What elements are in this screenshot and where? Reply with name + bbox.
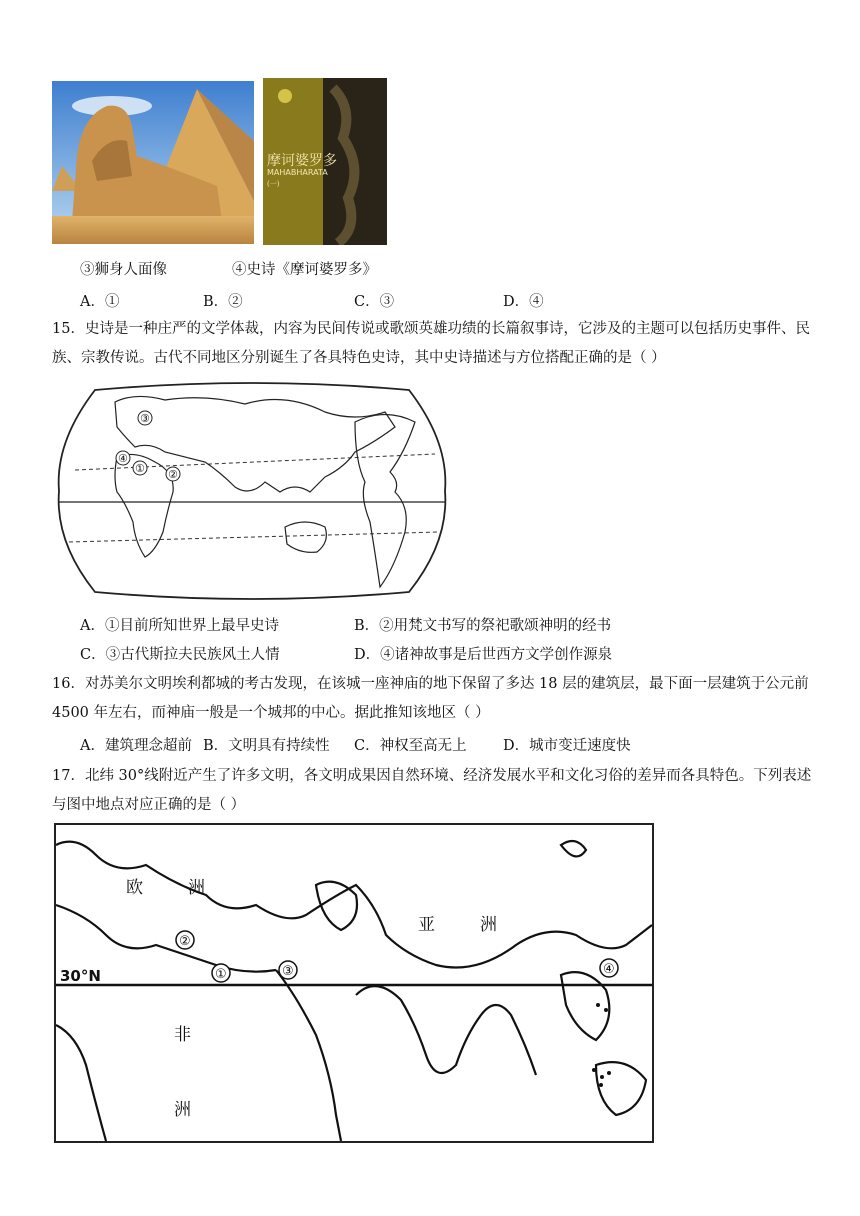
world-map [55,382,449,600]
option-b[interactable]: B．② [203,294,243,310]
option-a[interactable]: A．①目前所知世界上最早史诗 [80,618,279,634]
option-c[interactable]: C．③古代斯拉夫民族风土人情 [80,647,280,663]
option-d[interactable]: D．④诸神故事是后世西方文学创作源泉 [354,647,613,663]
option-d[interactable]: D．④ [503,294,544,310]
mahabharata-book-cover [263,78,387,245]
map1-marker-1: ① [135,462,145,475]
option-c[interactable]: C．③ [354,294,395,310]
latitude-30-map [54,823,654,1143]
option-a[interactable]: A．① [80,294,120,310]
map2-marker-2: ② [179,934,191,949]
option-a[interactable]: A．建筑理念超前 [80,738,192,754]
option-c[interactable]: C．神权至高无上 [354,738,467,754]
map1-marker-2: ② [168,468,178,481]
label-europe-2: 洲 [188,878,205,898]
map2-marker-3: ③ [282,964,294,979]
book-volume: (一) [267,180,280,188]
option-b[interactable]: B．②用梵文书写的祭祀歌颂神明的经书 [354,618,612,634]
lat-30n-label: 30°N [60,967,101,985]
sphinx-photo [52,81,254,244]
map1-marker-4: ④ [118,452,128,465]
map2-marker-1: ① [215,967,227,982]
label-africa-1: 非 [174,1025,191,1045]
book-subtitle: MAHABHARATA [267,168,328,177]
q16-stem: 16．对苏美尔文明埃利都城的考古发现，在该城一座神庙的地下保留了多达 18 层的建筑层，最下面一层建筑于公元前 4500 年左右，而神庙一般是一个城邦的中心。据此推知该地区（ ） [52,676,809,721]
option-d[interactable]: D．城市变迁速度快 [503,738,631,754]
caption-sphinx: ③狮身人面像 [80,262,167,278]
label-africa-2: 洲 [174,1100,191,1120]
label-europe-1: 欧 [126,878,143,898]
map1-marker-3: ③ [140,412,150,425]
map2-marker-4: ④ [603,962,615,977]
q15-stem: 15．史诗是一种庄严的文学体裁，内容为民间传说或歌颂英雄功绩的长篇叙事诗，它涉及的主题可以包括历史事件、民族、宗教传说。古代不同地区分别诞生了各具特色史诗，其中史诗描述与方位搭配正确的是（ ） [52,321,810,366]
option-b[interactable]: B．文明具有持续性 [203,738,330,754]
caption-mahabharata: ④史诗《摩诃婆罗多》 [232,262,377,278]
label-asia-2: 洲 [480,915,497,935]
label-asia-1: 亚 [418,915,435,935]
q17-stem: 17．北纬 30°线附近产生了许多文明，各文明成果因自然环境、经济发展水平和文化习俗的差异而各具特色。下列表述与图中地点对应正确的是（ ） [52,768,812,813]
book-title: 摩诃婆罗多 [267,153,337,169]
